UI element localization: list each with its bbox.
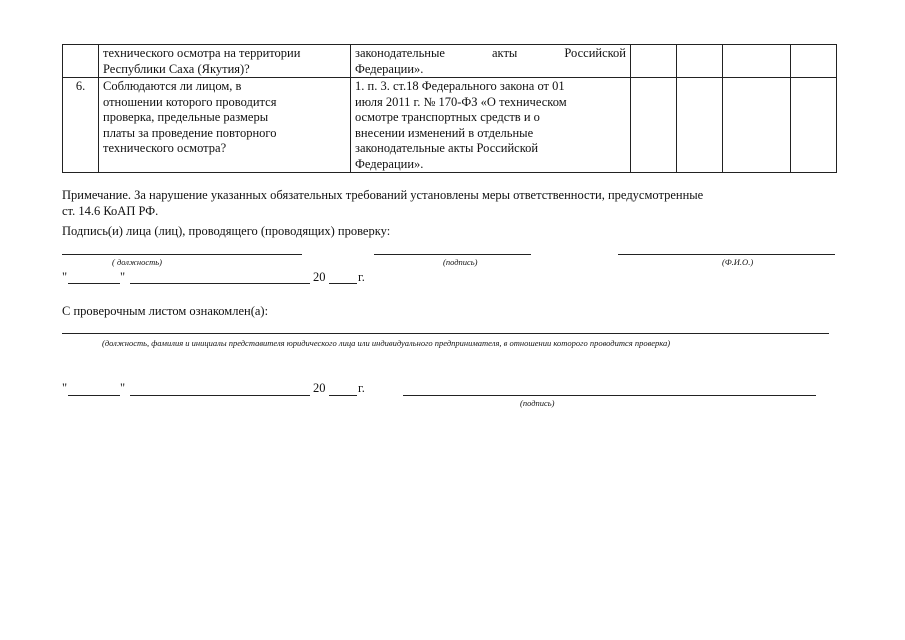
date-day-line[interactable] — [68, 283, 120, 284]
caption-representative: (должность, фамилия и инициалы представителя юридического лица или индивидуального предпринимателя, в отношении которого проводится проверка) — [102, 338, 671, 348]
position-line[interactable] — [62, 254, 302, 255]
row-number: 6. — [63, 78, 99, 173]
representative-line[interactable] — [62, 333, 829, 334]
date-month-line[interactable] — [130, 283, 310, 284]
answer-no-cell[interactable] — [677, 78, 723, 173]
ack-signature-line[interactable] — [403, 395, 816, 396]
comment-cell[interactable] — [791, 45, 837, 78]
law-reference-cell: законодательные акты Российской Федерации». — [351, 45, 631, 78]
ack-date-year-suffix: г. — [358, 381, 365, 395]
fio-line[interactable] — [618, 254, 835, 255]
question-cell: технического осмотра на территории Республики Саха (Якутия)? — [99, 45, 351, 78]
checklist-table — [62, 44, 837, 173]
inspector-label: Подпись(и) лица (лиц), проводящего (проводящих) проверку: — [62, 224, 391, 238]
comment-cell[interactable] — [791, 78, 837, 173]
note-line-2: ст. 14.6 КоАП РФ. — [62, 204, 159, 218]
ack-date-day-line[interactable] — [68, 395, 120, 396]
answer-na-cell[interactable] — [723, 78, 791, 173]
question-cell: Соблюдаются ли лицом, в отношении которого проводится проверка, предельные размеры платы за проведение повторного технического осмотра? — [99, 78, 351, 173]
date-year-prefix: 20 — [313, 270, 326, 284]
table-row — [63, 45, 837, 78]
acknowledgement-label: С проверочным листом ознакомлен(а): — [62, 304, 269, 318]
row-number — [63, 45, 99, 78]
date-quote-close: " — [120, 270, 126, 284]
answer-na-cell[interactable] — [723, 45, 791, 78]
date-quote-open: " — [62, 270, 68, 284]
ack-date-quote-open: " — [62, 381, 68, 395]
caption-position: ( должность) — [112, 257, 162, 267]
answer-no-cell[interactable] — [677, 45, 723, 78]
ack-caption-signature: (подпись) — [520, 398, 555, 408]
date-year-line[interactable] — [329, 283, 357, 284]
caption-fio: (Ф.И.О.) — [722, 257, 754, 267]
signature-line[interactable] — [374, 254, 531, 255]
ack-date-year-line[interactable] — [329, 395, 357, 396]
answer-yes-cell[interactable] — [631, 78, 677, 173]
note-line-1: Примечание. За нарушение указанных обязательных требований установлены меры ответственности, предусмотренные — [62, 188, 704, 202]
table-row — [63, 78, 837, 173]
ack-date-month-line[interactable] — [130, 395, 310, 396]
caption-signature: (подпись) — [443, 257, 478, 267]
ack-date-quote-close: " — [120, 381, 126, 395]
date-year-suffix: г. — [358, 270, 365, 284]
ack-date-year-prefix: 20 — [313, 381, 326, 395]
law-reference-cell: 1. п. 3. ст.18 Федерального закона от 01 июля 2011 г. № 170-ФЗ «О техническом осмотре транспортных средств и о внесении изменений в отдельные законодательные акты Российской Федерации». — [351, 78, 631, 173]
answer-yes-cell[interactable] — [631, 45, 677, 78]
